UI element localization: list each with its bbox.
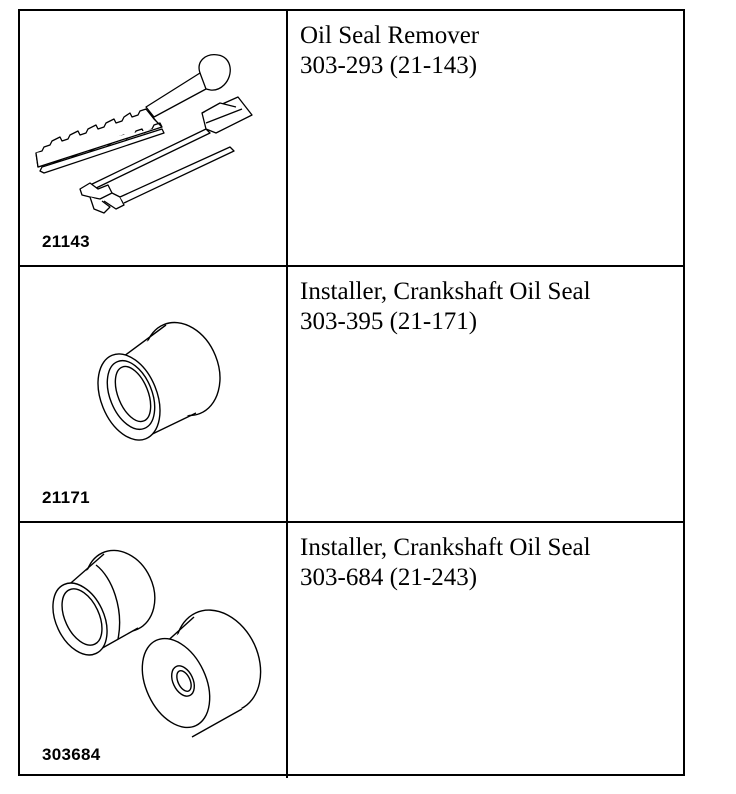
tool-part-number: 303-684 (21-243) — [300, 564, 478, 591]
tool-row — [20, 523, 683, 778]
tool-part-number: 303-293 (21-143) — [300, 52, 478, 79]
oil-seal-remover-icon — [20, 11, 286, 265]
tool-name: Installer, Crankshaft Oil Seal — [300, 534, 591, 561]
tool-row — [20, 11, 683, 267]
illustration-number: 21171 — [42, 488, 90, 507]
tool-description-cell — [288, 523, 683, 778]
crankshaft-seal-installer-set-icon — [20, 523, 286, 777]
illustration-number: 303684 — [42, 745, 101, 764]
tool-part-number: 303-395 (21-171) — [300, 308, 478, 335]
tool-description-cell — [288, 11, 683, 265]
special-tools-table — [18, 9, 685, 776]
tool-name: Oil Seal Remover — [300, 22, 480, 49]
tool-name: Installer, Crankshaft Oil Seal — [300, 278, 591, 305]
tool-illustration-cell — [20, 11, 288, 265]
crankshaft-seal-installer-icon — [20, 267, 286, 521]
tool-illustration-cell — [20, 267, 288, 521]
tool-illustration-cell — [20, 523, 288, 778]
illustration-number: 21143 — [42, 232, 90, 251]
tool-row — [20, 267, 683, 523]
tool-description-cell — [288, 267, 683, 521]
